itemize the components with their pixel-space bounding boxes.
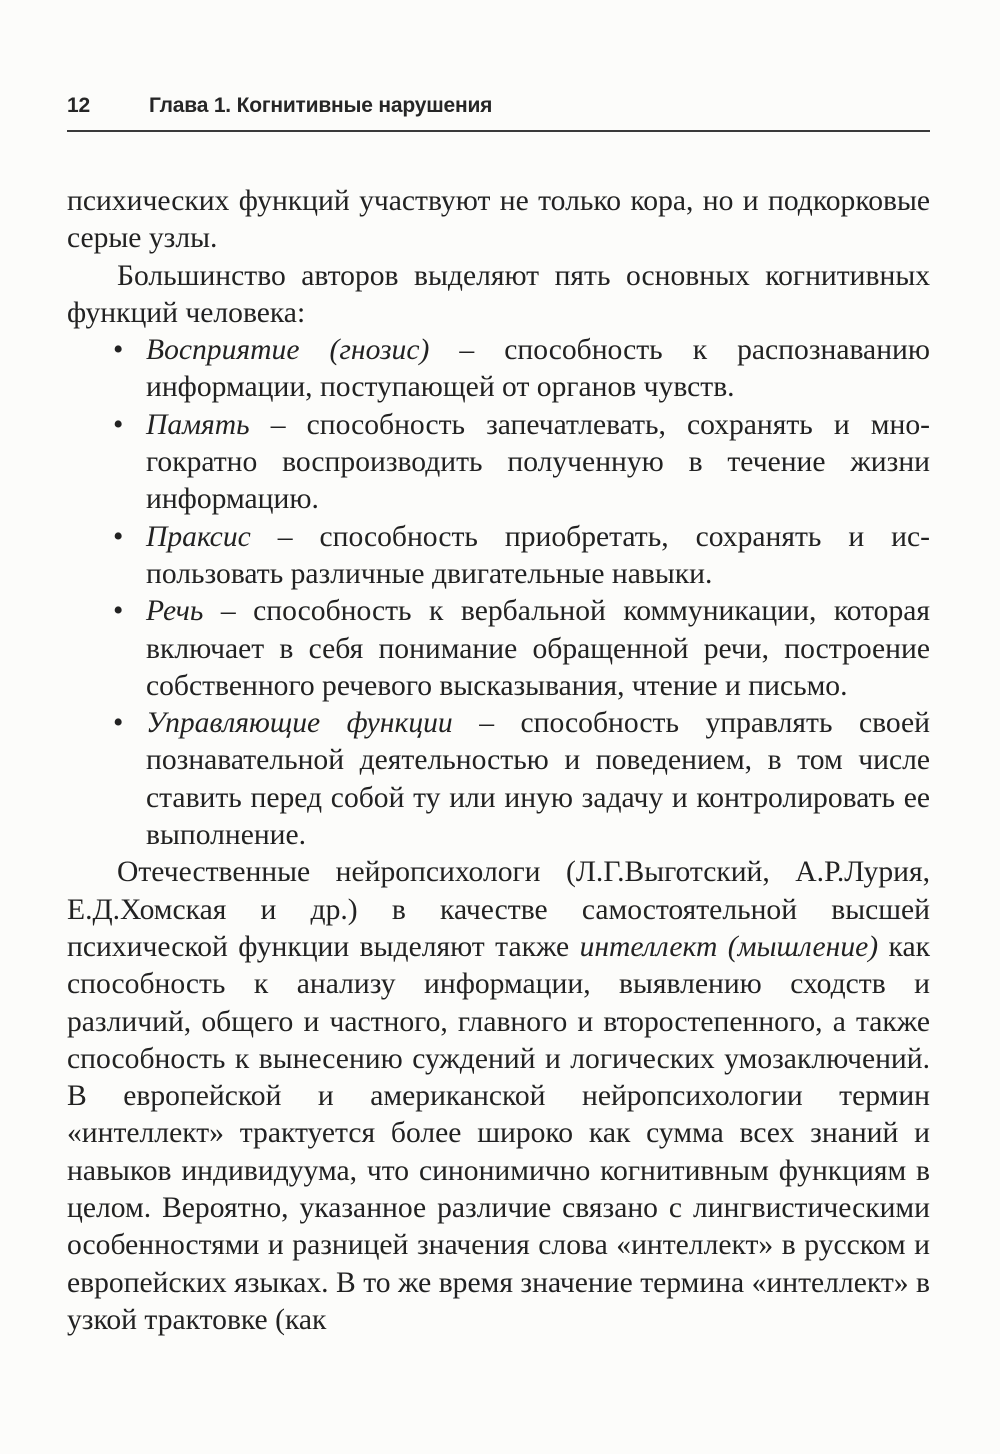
page-number: 12 — [67, 94, 90, 117]
bullet-icon: • — [113, 520, 124, 553]
paragraph-intellect — [67, 854, 930, 1339]
bullet-icon: • — [113, 334, 124, 367]
paragraph-continuation: психических функций участвуют не только кора, но и подкорковые серые узлы. — [67, 185, 930, 255]
function-term: Восприятие (гнозис) — [146, 334, 430, 367]
bullet-icon: • — [113, 595, 124, 628]
function-term: Управляющие функции — [146, 707, 453, 740]
function-definition: – способность к распознаванию информации, поступающей от органов чувств. — [146, 334, 930, 404]
list-item — [67, 407, 930, 519]
bullet-icon: • — [113, 707, 124, 740]
function-definition: – способность приобретать, сохранять и использовать различные двигательные навыки. — [146, 520, 930, 590]
paragraph-text: как способность к анализу информации, выявлению сходств и различий, общего и частного, главного и второстепенного, а также способность к вынесению суждений и логических умозаключений. В европейской и американской нейропсихологии термин «интеллект» трактуется более широко как сумма всех знаний и навыков индивидуума, что синонимично когнитивным функциям в целом. Вероятно, указанное различие связано с лингвистическими особенностями и разницей значения слова «интеллект» в русском и европейских языках. В то же время значение термина «интеллект» в узкой трактовке (как — [67, 930, 930, 1336]
function-term: Память — [146, 408, 250, 441]
chapter-title: Глава 1. Когнитивные нарушения — [149, 94, 493, 117]
list-item — [67, 332, 930, 407]
bullet-icon: • — [113, 408, 124, 441]
list-item — [67, 519, 930, 594]
list-item — [67, 593, 930, 705]
intellect-term: интеллект (мышление) — [579, 930, 879, 963]
function-term: Речь — [146, 595, 204, 628]
body-text — [67, 183, 930, 1339]
function-definition: – способность управлять своей познавательной деятельностью и поведением, в том числе ставить перед собой ту или иную задачу и контролировать ее выполнение. — [146, 707, 930, 852]
function-definition: – способность к вербальной коммуникации, которая включает в себя понимание обращенной речи, построение собственного речевого высказывания, чтение и письмо. — [146, 595, 930, 702]
function-term: Праксис — [146, 520, 251, 553]
paragraph-intro: Большинство авторов выделяют пять основных когнитивных функций человека: — [67, 259, 930, 329]
function-definition: – способность запечатлевать, сохранять и многократно воспроизводить полученную в течение жизни информацию. — [146, 408, 930, 516]
paragraph-text: Отечественные нейропсихологи (Л.Г.Выготский, А.Р.Лурия, Е.Д.Хомская и др.) в качестве самостоятельной высшей психической функции выделяют также — [67, 856, 930, 963]
list-item — [67, 705, 930, 854]
cognitive-functions-list — [67, 332, 930, 854]
running-head — [67, 86, 930, 132]
